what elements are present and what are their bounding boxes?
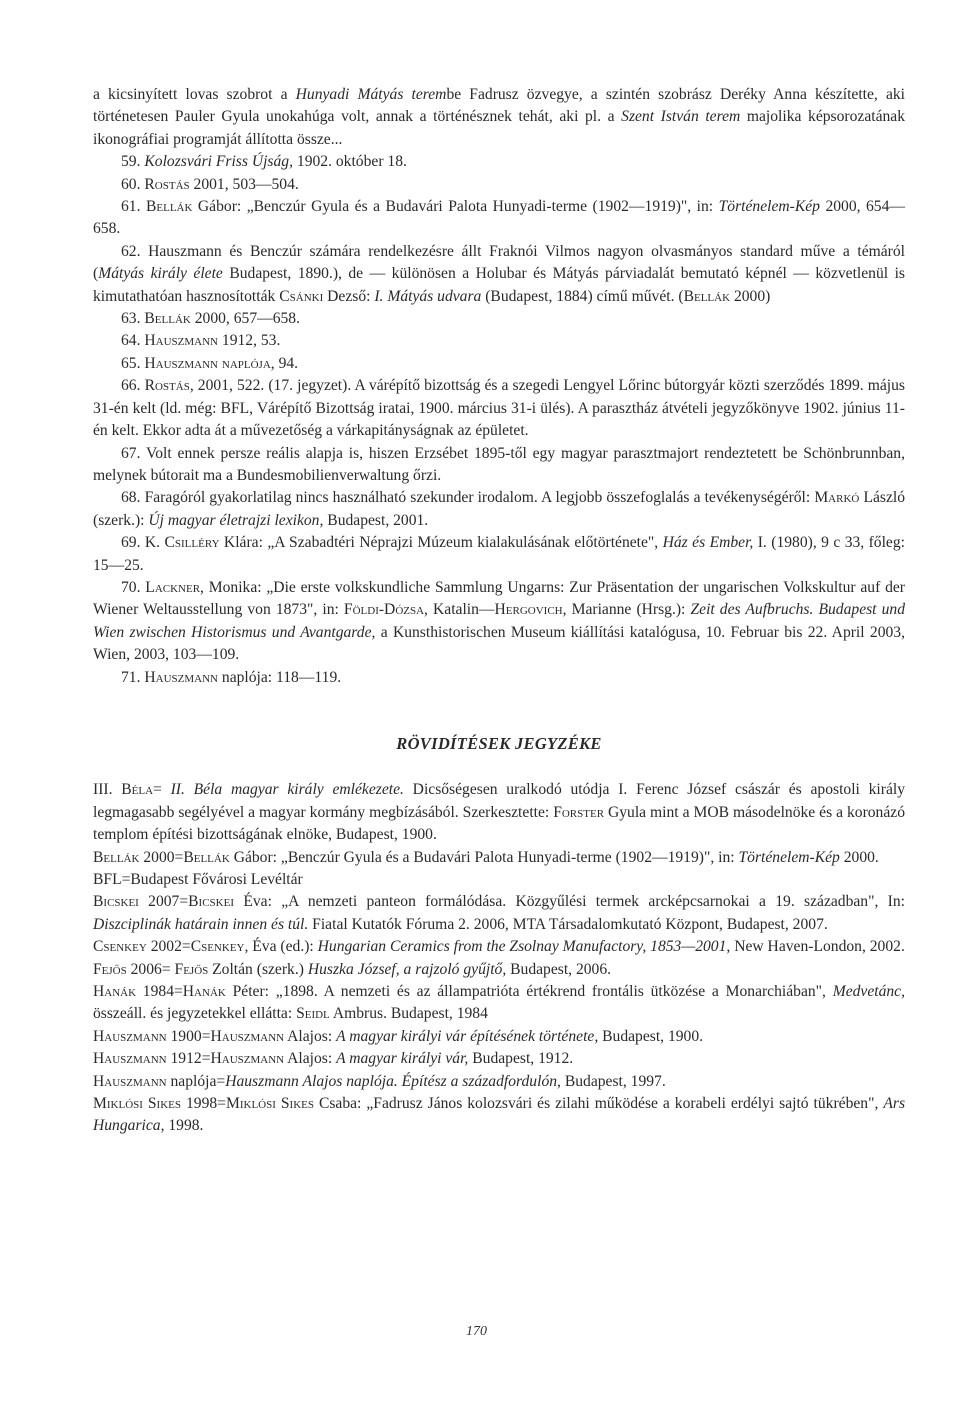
note-64: 64. Hauszmann 1912, 53.	[121, 332, 281, 350]
abbreviation-entry: Csenkey 2002=Csenkey, Éva (ed.): Hungarian Ceramics from the Zsolnay Manufactory, 1853—2001, New Haven-London, 2002.	[93, 938, 905, 956]
page-body	[93, 84, 905, 1138]
abbreviation-entry: Hauszmann naplója=Hauszmann Alajos naplója. Építész a századfordulón, Budapest, 1997.	[93, 1072, 666, 1090]
note-68: 68. Faragóról gyakorlatilag nincs használható szekunder irodalom. A legjobb összefoglalás a tevékenységéről: Markó László (szerk.): Új magyar életrajzi lexikon, Budapest, 2001.	[93, 489, 906, 529]
abbreviation-entry: Fejős 2006= Fejős Zoltán (szerk.) Huszka József, a rajzoló gyűjtő, Budapest, 2006.	[93, 960, 612, 978]
room-name: Hunyadi Mátyás terem	[295, 86, 447, 103]
room-name: Szent István terem	[621, 108, 741, 126]
note-65: 65. Hauszmann naplója, 94.	[121, 354, 299, 372]
note-61: 61. Bellák Gábor: „Benczúr Gyula és a Budavári Palota Hunyadi-terme (1902—1919)", in: Történelem-Kép 2000, 654—658.	[93, 198, 905, 238]
page-number: 170	[466, 1324, 487, 1339]
abbreviation-entry: Hanák 1984=Hanák Péter: „1898. A nemzeti és az állampatrióta értékrend frontális ütközése a Monarchiában", Medvetánc, összeáll. és jegyzetekkel ellátta: Seidl Ambrus. Budapest, 1984	[93, 983, 905, 1023]
abbreviation-entry: Hauszmann 1900=Hauszmann Alajos: A magyar királyi vár építésének története, Budapest, 1900.	[93, 1027, 704, 1045]
abbreviation-entry: III. Béla= II. Béla magyar király emlékezete. Dicsőségesen uralkodó utódja I. Ferenc József császár és apostoli király legmagasabb segélyével a magyar kormány megbízásából. Szerkesztette: Forster Gyula mint a MOB másodelnöke és a koronázó templom építési bizottságának elnöke, Budapest, 1900.	[93, 781, 905, 844]
intro-paragraph	[93, 84, 905, 151]
note-66: 66. Rostás, 2001, 522. (17. jegyzet). A várépítő bizottság és a szegedi Lengyel Lőrinc bútorgyár közti szerződés 1899. május 31-én kelt (ld. még: BFL, Várépítő Bizottság iratai, 1900. március 31-i ülés). A parasztház átvételi jegyzőkönyve 1902. június 11-én kelt. Ekkor adta át a művezetőség a várkapitányságnak az épületet.	[93, 377, 905, 440]
note-71: 71. Hauszmann naplója: 118—119.	[121, 668, 342, 686]
abbreviation-entry: BFL=Budapest Fővárosi Levéltár	[93, 871, 303, 888]
note-63: 63. Bellák 2000, 657—658.	[121, 310, 300, 328]
note-60: 60. Rostás 2001, 503—504.	[121, 175, 299, 193]
section-heading: RÖVIDÍTÉSEK JEGYZÉKE	[396, 733, 602, 753]
note-67: 67. Volt ennek persze reális alapja is, hiszen Erzsébet 1895-től egy magyar parasztmajort rendeztetett be Schönbrunnban, melynek bútorait ma a Bundesmobilienverwaltung őrzi.	[93, 444, 905, 484]
abbreviation-entry: Bicskei 2007=Bicskei Éva: „A nemzeti panteon formálódása. Közgyűlési termek arcképcsarnokai a 19. században", In: Diszciplinák határain innen és túl. Fiatal Kutatók Fóruma 2. 2006, MTA Társadalomkutató Központ, Budapest, 2007.	[93, 893, 905, 933]
note-69: 69. K. Csilléry Klára: „A Szabadtéri Néprajzi Múzeum kialakulásának előtörténete", Ház és Ember, I. (1980), 9 c 33, főleg: 15—25.	[93, 534, 905, 574]
note-62: 62. Hauszmann és Benczúr számára rendelkezésre állt Fraknói Vilmos nagyon olvasmányos standard műve a témáról (Mátyás király élete Budapest, 1890.), de — különösen a Holubar és Mátyás párviadalát bemutató képnél — közvetlenül is kimutathatóan hasznosították Csánki Dezső: I. Mátyás udvara (Budapest, 1884) című művét. (Bellák 2000)	[93, 242, 905, 305]
abbreviation-entry: Hauszmann 1912=Hauszmann Alajos: A magyar királyi vár, Budapest, 1912.	[93, 1050, 574, 1068]
text: majolika képsorozatának ikonográfiai programját állította össze...	[93, 108, 906, 148]
abbreviation-entry: Bellák 2000=Bellák Gábor: „Benczúr Gyula és a Budavári Palota Hunyadi-terme (1902—1919)", in: Történelem-Kép 2000.	[93, 848, 879, 866]
note-59: 59. Kolozsvári Friss Újság, 1902. október 18.	[121, 153, 407, 171]
text: a kicsinyített lovas szobrot a	[93, 86, 296, 103]
text: be Fadrusz özvegye, a szintén szobrász Deréky Anna készítette, aki történetesen Pauler Gyula unokahúga volt, annak a történésznek tehát, aki pl. a	[93, 86, 906, 126]
note-70: 70. Lackner, Monika: „Die erste volkskundliche Sammlung Ungarns: Zur Präsentation der ungarischen Volkskultur auf der Wiener Weltausstellung von 1873", in: Földi-Dózsa, Katalin—Hergovich, Marianne (Hrsg.): Zeit des Aufbruchs. Budapest und Wien zwischen Historismus und Avantgarde, a Kunsthistorischen Museum kiállítási katalógusa, 10. Februar bis 22. April 2003, Wien, 2003, 103—109.	[93, 578, 905, 664]
abbreviation-entry: Miklósi Sikes 1998=Miklósi Sikes Csaba: „Fadrusz János kolozsvári és zilahi működése a korabeli erdélyi sajtó tükrében", Ars Hungarica, 1998.	[93, 1095, 906, 1135]
